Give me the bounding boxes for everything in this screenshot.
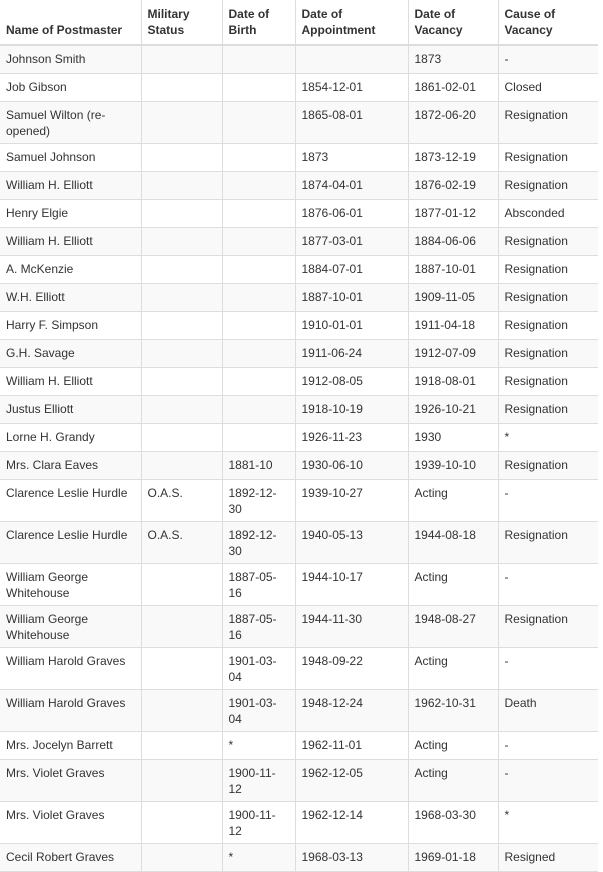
table-row (0, 172, 598, 200)
name-cell: Lorne H. Grandy (0, 424, 141, 452)
military-status-cell (141, 144, 222, 172)
table-row (0, 424, 598, 452)
name-cell: A. McKenzie (0, 256, 141, 284)
column-header-date-of-birth: Date of Birth (222, 0, 295, 45)
military-status-cell (141, 760, 222, 802)
table-header (0, 0, 598, 45)
table-row (0, 396, 598, 424)
table-row (0, 144, 598, 172)
date-of-appointment-cell: 1876-06-01 (295, 200, 408, 228)
date-of-appointment-cell: 1944-11-30 (295, 606, 408, 648)
military-status-cell (141, 564, 222, 606)
military-status-cell (141, 452, 222, 480)
date-of-appointment-cell: 1910-01-01 (295, 312, 408, 340)
date-of-appointment-cell: 1944-10-17 (295, 564, 408, 606)
cause-of-vacancy-cell: Resignation (498, 256, 598, 284)
date-of-vacancy-cell: 1968-03-30 (408, 802, 498, 844)
date-of-vacancy-cell: 1930 (408, 424, 498, 452)
name-cell: Mrs. Clara Eaves (0, 452, 141, 480)
name-cell: William Harold Graves (0, 690, 141, 732)
date-of-vacancy-cell: 1969-01-18 (408, 844, 498, 872)
name-cell: William Harold Graves (0, 648, 141, 690)
date-of-appointment-cell: 1884-07-01 (295, 256, 408, 284)
name-cell: W.H. Elliott (0, 284, 141, 312)
date-of-birth-cell: 1900-11-12 (222, 760, 295, 802)
date-of-appointment-cell: 1854-12-01 (295, 74, 408, 102)
date-of-vacancy-cell: 1911-04-18 (408, 312, 498, 340)
date-of-appointment-cell: 1962-11-01 (295, 732, 408, 760)
military-status-cell (141, 424, 222, 452)
date-of-birth-cell: * (222, 844, 295, 872)
date-of-appointment-cell: 1873 (295, 144, 408, 172)
cause-of-vacancy-cell: - (498, 480, 598, 522)
cause-of-vacancy-cell: - (498, 648, 598, 690)
name-cell: Clarence Leslie Hurdle (0, 480, 141, 522)
military-status-cell (141, 200, 222, 228)
military-status-cell (141, 45, 222, 74)
cause-of-vacancy-cell: Resignation (498, 522, 598, 564)
column-header-date-of-appointment: Date of Appointment (295, 0, 408, 45)
cause-of-vacancy-cell: - (498, 45, 598, 74)
table-row (0, 760, 598, 802)
military-status-cell (141, 606, 222, 648)
name-cell: Mrs. Violet Graves (0, 760, 141, 802)
date-of-appointment-cell: 1930-06-10 (295, 452, 408, 480)
name-cell: Mrs. Violet Graves (0, 802, 141, 844)
cause-of-vacancy-cell: Resigned (498, 844, 598, 872)
cause-of-vacancy-cell: Resignation (498, 340, 598, 368)
military-status-cell: O.A.S. (141, 522, 222, 564)
military-status-cell (141, 802, 222, 844)
date-of-birth-cell: 1881-10 (222, 452, 295, 480)
date-of-appointment-cell: 1962-12-05 (295, 760, 408, 802)
table-row (0, 802, 598, 844)
cause-of-vacancy-cell: Resignation (498, 102, 598, 144)
date-of-birth-cell: 1892-12-30 (222, 480, 295, 522)
date-of-appointment-cell: 1912-08-05 (295, 368, 408, 396)
name-cell: Samuel Wilton (re-opened) (0, 102, 141, 144)
date-of-birth-cell (222, 424, 295, 452)
date-of-vacancy-cell: 1876-02-19 (408, 172, 498, 200)
name-cell: William H. Elliott (0, 368, 141, 396)
name-cell: William H. Elliott (0, 228, 141, 256)
military-status-cell (141, 732, 222, 760)
date-of-appointment-cell: 1887-10-01 (295, 284, 408, 312)
date-of-appointment-cell: 1962-12-14 (295, 802, 408, 844)
date-of-appointment-cell: 1911-06-24 (295, 340, 408, 368)
date-of-appointment-cell: 1926-11-23 (295, 424, 408, 452)
date-of-birth-cell (222, 368, 295, 396)
cause-of-vacancy-cell: - (498, 564, 598, 606)
name-cell: Samuel Johnson (0, 144, 141, 172)
date-of-vacancy-cell: Acting (408, 648, 498, 690)
cause-of-vacancy-cell: Resignation (498, 452, 598, 480)
date-of-vacancy-cell: 1884-06-06 (408, 228, 498, 256)
military-status-cell (141, 228, 222, 256)
column-header-military-status: Military Status (141, 0, 222, 45)
date-of-birth-cell (222, 74, 295, 102)
date-of-birth-cell (222, 312, 295, 340)
cause-of-vacancy-cell: Resignation (498, 396, 598, 424)
date-of-birth-cell: 1892-12-30 (222, 522, 295, 564)
date-of-vacancy-cell: 1872-06-20 (408, 102, 498, 144)
military-status-cell (141, 340, 222, 368)
military-status-cell (141, 844, 222, 872)
date-of-vacancy-cell: 1944-08-18 (408, 522, 498, 564)
cause-of-vacancy-cell: * (498, 802, 598, 844)
table-row (0, 368, 598, 396)
date-of-vacancy-cell: 1918-08-01 (408, 368, 498, 396)
date-of-appointment-cell: 1968-03-13 (295, 844, 408, 872)
table-row (0, 340, 598, 368)
date-of-vacancy-cell: 1939-10-10 (408, 452, 498, 480)
table-row (0, 284, 598, 312)
name-cell: William George Whitehouse (0, 564, 141, 606)
date-of-birth-cell (222, 284, 295, 312)
table-body (0, 45, 598, 872)
table-row (0, 256, 598, 284)
date-of-vacancy-cell: 1861-02-01 (408, 74, 498, 102)
date-of-birth-cell (222, 144, 295, 172)
date-of-birth-cell: 1900-11-12 (222, 802, 295, 844)
military-status-cell (141, 312, 222, 340)
table-row (0, 312, 598, 340)
table-row (0, 452, 598, 480)
date-of-vacancy-cell: 1887-10-01 (408, 256, 498, 284)
cause-of-vacancy-cell: Resignation (498, 144, 598, 172)
name-cell: Justus Elliott (0, 396, 141, 424)
cause-of-vacancy-cell: Resignation (498, 284, 598, 312)
cause-of-vacancy-cell: Closed (498, 74, 598, 102)
table-row (0, 74, 598, 102)
date-of-vacancy-cell: Acting (408, 760, 498, 802)
cause-of-vacancy-cell: Resignation (498, 172, 598, 200)
name-cell: Clarence Leslie Hurdle (0, 522, 141, 564)
military-status-cell (141, 284, 222, 312)
date-of-appointment-cell: 1874-04-01 (295, 172, 408, 200)
date-of-vacancy-cell: 1877-01-12 (408, 200, 498, 228)
name-cell: William George Whitehouse (0, 606, 141, 648)
date-of-appointment-cell: 1877-03-01 (295, 228, 408, 256)
date-of-appointment-cell: 1939-10-27 (295, 480, 408, 522)
cause-of-vacancy-cell: Resignation (498, 228, 598, 256)
name-cell: Henry Elgie (0, 200, 141, 228)
cause-of-vacancy-cell: Resignation (498, 312, 598, 340)
date-of-birth-cell: * (222, 732, 295, 760)
table-row (0, 564, 598, 606)
column-header-cause-of-vacancy: Cause of Vacancy (498, 0, 598, 45)
table-row (0, 522, 598, 564)
date-of-appointment-cell (295, 45, 408, 74)
name-cell: William H. Elliott (0, 172, 141, 200)
date-of-vacancy-cell: 1873 (408, 45, 498, 74)
date-of-vacancy-cell: Acting (408, 480, 498, 522)
date-of-vacancy-cell: Acting (408, 564, 498, 606)
date-of-birth-cell (222, 45, 295, 74)
military-status-cell (141, 256, 222, 284)
name-cell: Johnson Smith (0, 45, 141, 74)
date-of-birth-cell: 1887-05-16 (222, 606, 295, 648)
date-of-vacancy-cell: 1948-08-27 (408, 606, 498, 648)
cause-of-vacancy-cell: * (498, 424, 598, 452)
column-header-name: Name of Postmaster (0, 0, 141, 45)
military-status-cell (141, 648, 222, 690)
table-row (0, 732, 598, 760)
date-of-birth-cell (222, 340, 295, 368)
military-status-cell (141, 102, 222, 144)
table-row (0, 648, 598, 690)
name-cell: G.H. Savage (0, 340, 141, 368)
date-of-appointment-cell: 1918-10-19 (295, 396, 408, 424)
cause-of-vacancy-cell: - (498, 732, 598, 760)
name-cell: Harry F. Simpson (0, 312, 141, 340)
military-status-cell (141, 396, 222, 424)
table-row (0, 45, 598, 74)
cause-of-vacancy-cell: - (498, 760, 598, 802)
date-of-appointment-cell: 1948-09-22 (295, 648, 408, 690)
table-row (0, 690, 598, 732)
date-of-birth-cell (222, 200, 295, 228)
military-status-cell: O.A.S. (141, 480, 222, 522)
date-of-vacancy-cell: Acting (408, 732, 498, 760)
column-header-date-of-vacancy: Date of Vacancy (408, 0, 498, 45)
table-row (0, 200, 598, 228)
date-of-appointment-cell: 1940-05-13 (295, 522, 408, 564)
name-cell: Mrs. Jocelyn Barrett (0, 732, 141, 760)
date-of-vacancy-cell: 1909-11-05 (408, 284, 498, 312)
date-of-birth-cell (222, 396, 295, 424)
date-of-vacancy-cell: 1912-07-09 (408, 340, 498, 368)
cause-of-vacancy-cell: Resignation (498, 368, 598, 396)
cause-of-vacancy-cell: Death (498, 690, 598, 732)
date-of-birth-cell (222, 102, 295, 144)
cause-of-vacancy-cell: Resignation (498, 606, 598, 648)
date-of-birth-cell: 1901-03-04 (222, 690, 295, 732)
date-of-vacancy-cell: 1926-10-21 (408, 396, 498, 424)
table-row (0, 480, 598, 522)
date-of-birth-cell: 1887-05-16 (222, 564, 295, 606)
date-of-birth-cell (222, 172, 295, 200)
military-status-cell (141, 368, 222, 396)
table-row (0, 606, 598, 648)
header-row (0, 0, 598, 45)
date-of-appointment-cell: 1865-08-01 (295, 102, 408, 144)
table-row (0, 102, 598, 144)
name-cell: Job Gibson (0, 74, 141, 102)
date-of-birth-cell: 1901-03-04 (222, 648, 295, 690)
military-status-cell (141, 74, 222, 102)
date-of-appointment-cell: 1948-12-24 (295, 690, 408, 732)
table-row (0, 844, 598, 872)
cause-of-vacancy-cell: Absconded (498, 200, 598, 228)
date-of-vacancy-cell: 1962-10-31 (408, 690, 498, 732)
date-of-birth-cell (222, 228, 295, 256)
table-row (0, 228, 598, 256)
military-status-cell (141, 172, 222, 200)
date-of-vacancy-cell: 1873-12-19 (408, 144, 498, 172)
military-status-cell (141, 690, 222, 732)
name-cell: Cecil Robert Graves (0, 844, 141, 872)
date-of-birth-cell (222, 256, 295, 284)
